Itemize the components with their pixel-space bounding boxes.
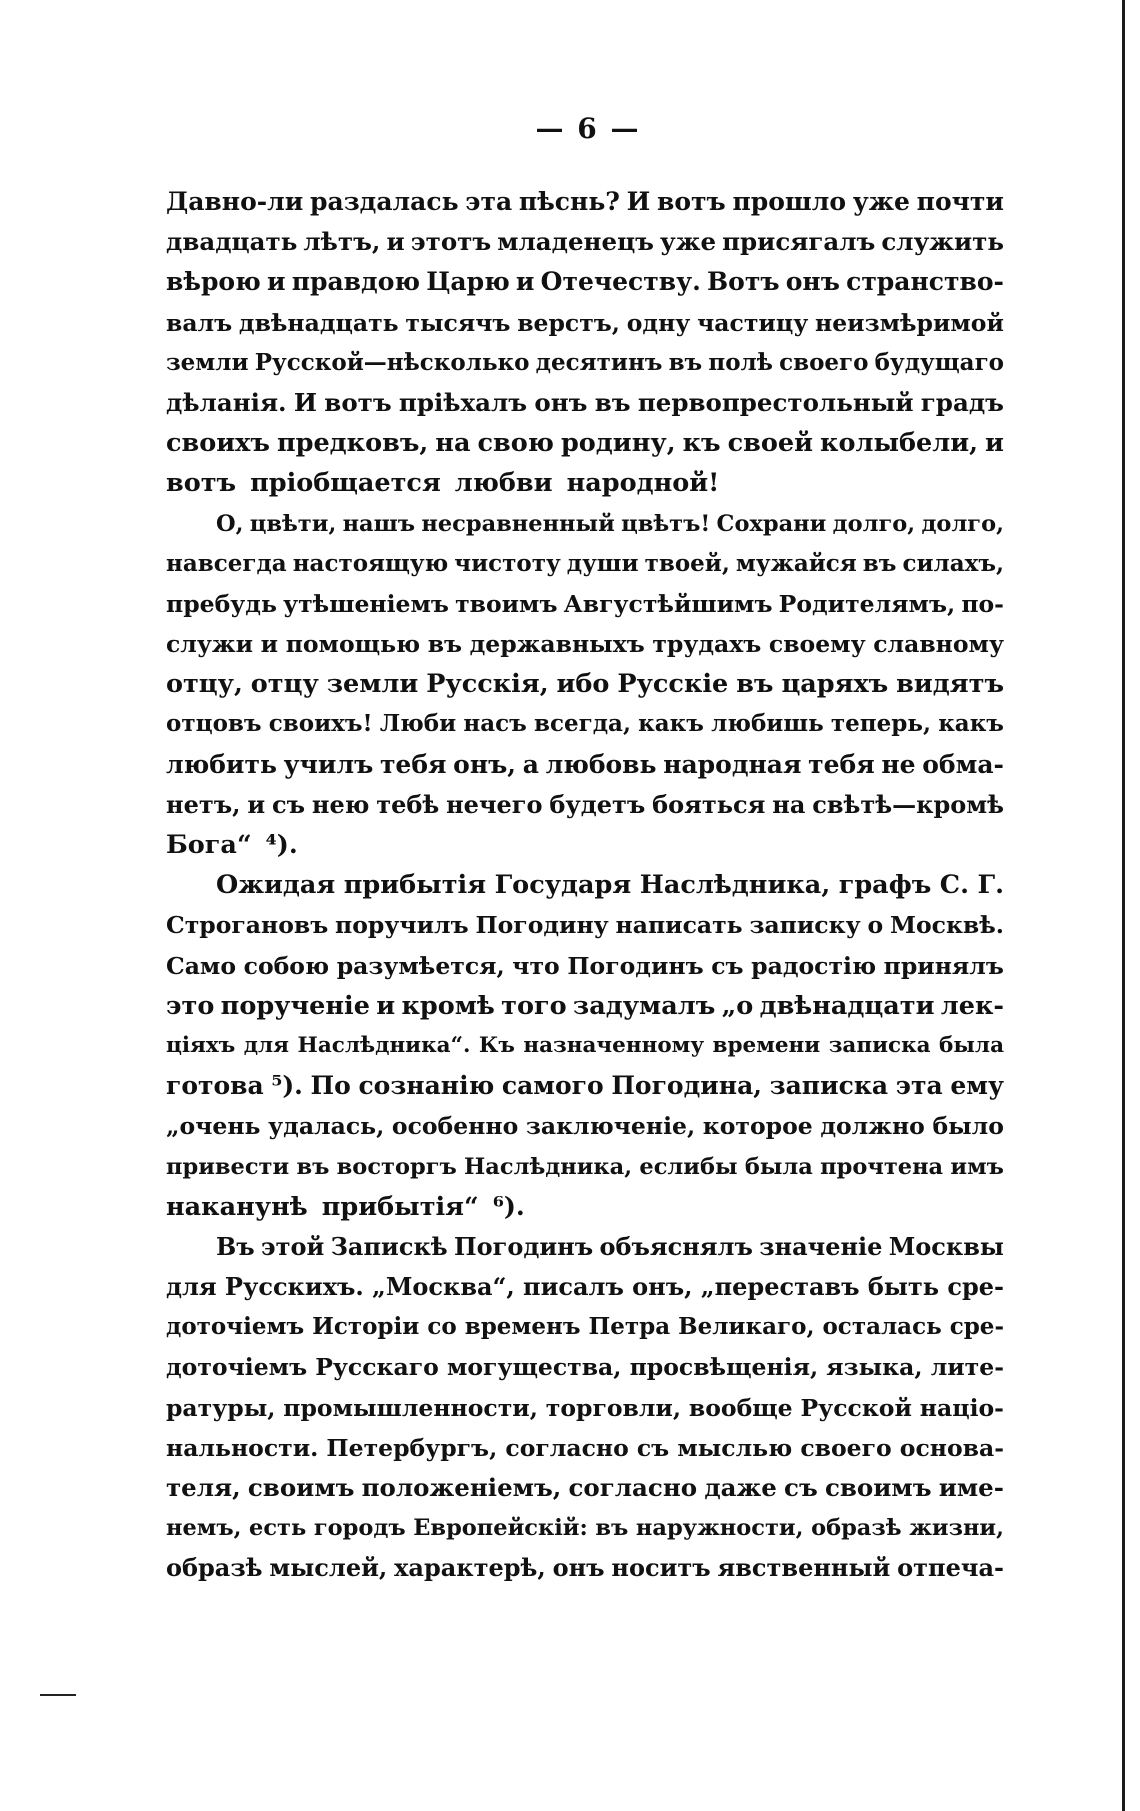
text-line: теля, своимъ положеніемъ, согласно даже съ своимъ име-	[166, 1473, 1004, 1502]
text-line: Бога“ ⁴).	[166, 830, 298, 860]
text-line: Строгановъ поручилъ Погодину написать записку о Москвѣ.	[166, 911, 1004, 940]
page-edge-rule	[1122, 0, 1125, 1811]
text-line: нетъ, и съ нею тебѣ нечего будетъ бояться на свѣтѣ—кромѣ	[166, 789, 1004, 819]
text-line: нальности. Петербургъ, согласно съ мыслью своего основа-	[166, 1433, 1004, 1462]
margin-mark	[40, 1694, 76, 1696]
text-line: своихъ предковъ, на свою родину, къ своей колыбели, и	[166, 428, 1004, 459]
text-line: вотъ пріобщается любви народной!	[166, 468, 720, 499]
text-line: земли Русской—нѣсколько десятинъ въ полѣ своего будущаго	[166, 348, 1004, 376]
text-line: отцовъ своихъ! Люби насъ всегда, какъ любишь теперь, какъ	[166, 710, 1004, 738]
text-line: двадцать лѣтъ, и этотъ младенецъ уже присягалъ служить	[166, 227, 1004, 257]
text-line: навсегда настоящую чистоту души твоей, мужайся въ силахъ,	[166, 549, 1004, 577]
text-line: „очень удалась, особенно заключеніе, которое должно было	[166, 1112, 1004, 1141]
text-line: Давно-ли раздалась эта пѣснь? И вотъ прошло уже почти	[166, 187, 1004, 216]
text-line: привести въ восторгъ Наслѣдника, еслибы была прочтена имъ	[166, 1153, 1004, 1180]
text-line: пребудь утѣшеніемъ твоимъ Августѣйшимъ Родителямъ, по-	[166, 589, 1004, 618]
text-line: ратуры, промышленности, торговли, вообще Русской націо-	[166, 1393, 1004, 1422]
text-line: вѣрою и правдою Царю и Отечеству. Вотъ онъ странство-	[166, 267, 1004, 297]
text-line: Въ этой Запискѣ Погодинъ объяснялъ значеніе Москвы	[216, 1231, 1004, 1261]
text-line: ціяхъ для Наслѣдника“. Къ назначенному времени записка была	[166, 1032, 1004, 1058]
text-line: это порученіе и кромѣ того задумалъ „о двѣнадцати лек-	[166, 990, 1004, 1021]
text-line: Само собою разумѣется, что Погодинъ съ радостію принялъ	[166, 951, 1004, 980]
text-line: доточіемъ Русскаго могущества, просвѣщенія, языка, лите-	[166, 1353, 1004, 1382]
body-text	[166, 182, 1004, 1589]
text-line: дѣланія. И вотъ пріѣхалъ онъ въ первопрестольный градъ	[166, 387, 1004, 417]
text-line: отцу, отцу земли Русскія, ибо Русскіе въ царяхъ видятъ	[166, 669, 1004, 700]
text-line: образѣ мыслей, характерѣ, онъ носитъ явственный отпеча-	[166, 1553, 1004, 1583]
text-line: для Русскихъ. „Москва“, писалъ онъ, „переставъ быть сре-	[166, 1272, 1004, 1302]
text-line: О, цвѣти, нашъ несравненный цвѣтъ! Сохрани долго, долго,	[216, 510, 1004, 537]
page-number: — 6 —	[535, 112, 641, 145]
text-line: любить училъ тебя онъ, а любовь народная тебя не обма-	[166, 749, 1004, 779]
text-line: немъ, есть городъ Европейскій: въ наружности, образѣ жизни,	[166, 1515, 1004, 1542]
text-line: готова ⁵). По сознанію самого Погодина, записка эта ему	[166, 1071, 1004, 1101]
text-line: валъ двѣнадцать тысячъ верстъ, одну частицу неизмѣримой	[166, 308, 1004, 337]
text-line: доточіемъ Исторіи со временъ Петра Великаго, осталась сре-	[166, 1313, 1004, 1341]
text-line: наканунѣ прибытія“ ⁶).	[166, 1191, 525, 1222]
text-line: Ожидая прибытія Государя Наслѣдника, графъ С. Г.	[216, 870, 1004, 901]
text-line: служи и помощью въ державныхъ трудахъ своему славному	[166, 630, 1004, 659]
